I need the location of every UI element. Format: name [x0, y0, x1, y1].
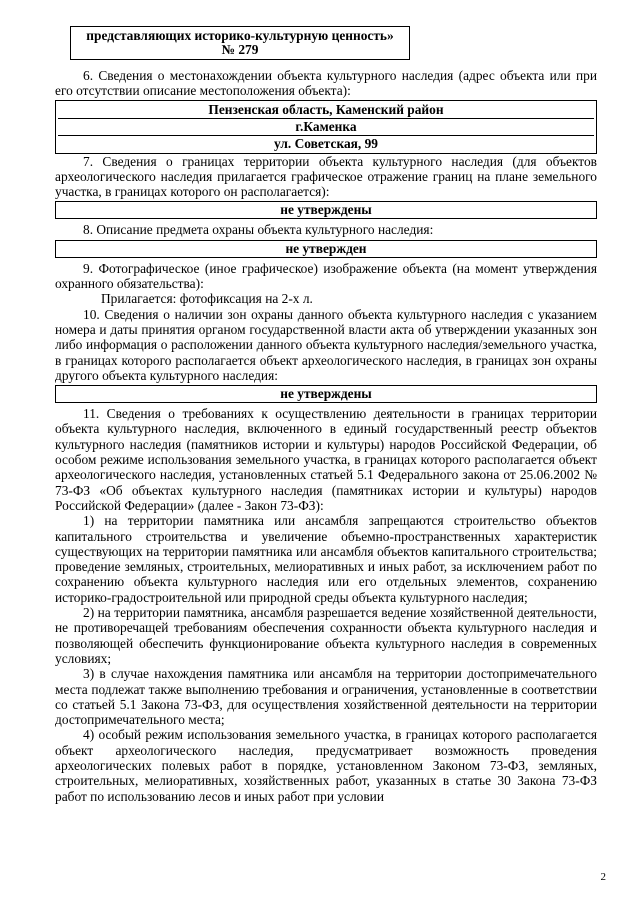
- address-city: г.Каменка: [58, 118, 594, 135]
- item-11-sub-2: 2) на территории памятника, ансамбля разрешается ведение хозяйственной деятельности, не противоречащей требованиям обеспечения сохранности объекта культурного наследия и позволяющей обеспечить функционирование объекта культурного наследия в современных условиях;: [55, 605, 597, 666]
- item-9-attachment: Прилагается: фотофиксация на 2-х л.: [101, 291, 313, 307]
- address-box: [55, 100, 597, 154]
- item-7-text: 7. Сведения о границах территории объекта культурного наследия (для объектов археологического наследия прилагается графическое отражение границ на плане земельного участка, в границах которого он располагается):: [55, 153, 597, 200]
- document-body: [55, 26, 597, 804]
- item-6-text: 6. Сведения о местонахождении объекта культурного наследия (адрес объекта или при его отсутствии описание местоположения объекта):: [55, 68, 597, 99]
- item-11-text: 11. Сведения о требованиях к осуществлению деятельности в границах территории объекта культурного наследия, включенного в единый государственный реестр объектов культурного наследия (памятников истории и культуры) народов Российской Федерации, об особом режиме использования земельного участка, в границах которого располагается объект археологического наследия, установленных статьей 5.1 Федерального закона от 25.06.2002 № 73-ФЗ «Об объектах культурного наследия (памятниках истории и культуры) народов Российской Федерации» (далее - Закон 73-ФЗ):: [55, 406, 597, 513]
- object-number: № 279: [221, 42, 259, 57]
- address-street: ул. Советская, 99: [58, 135, 594, 152]
- item-11-sub-1: 1) на территории памятника или ансамбля запрещаются строительство объектов капитального строительства и увеличение объемно-пространственных характеристик существующих на территории памятника или ансамбля объектов капитального строительства; проведение земляных, строительных, мелиоративных и иных работ, за исключением работ по сохранению объекта культурного наследия или его отдельных элементов, сохранению историко-градостроительной или природной среды объекта культурного наследия;: [55, 513, 597, 605]
- item-8-text: 8. Описание предмета охраны объекта культурного наследия:: [83, 222, 434, 238]
- item-10-text: 10. Сведения о наличии зон охраны данного объекта культурного наследия с указанием номера и даты принятия органом государственной власти акта об утверждении указанных зон либо информация о расположении данного объекта культурного наследия/земельного участка, в границах которого располагается объект археологического наследия, в границах зон охраны другого объекта культурного наследия:: [55, 306, 597, 383]
- item-7-status-box: не утверждены: [55, 201, 597, 219]
- item-9-text: 9. Фотографическое (иное графическое) изображение объекта (на момент утверждения охранного обязательства):: [55, 260, 597, 292]
- item-11-sub-3: 3) в случае нахождения памятника или ансамбля на территории достопримечательного места подлежат также выполнению требования и ограничения, установленные в соответствии со статьей 5.1 Закона 73-ФЗ, для осуществления хозяйственной деятельности на территории достопримечательного места;: [55, 666, 597, 728]
- address-region: Пензенская область, Каменский район: [208, 101, 444, 117]
- item-8-status-box: не утвержден: [55, 240, 597, 258]
- item-10-status-box: не утверждены: [55, 385, 597, 403]
- object-name-line: представляющих историко-культурную ценность»: [86, 28, 394, 43]
- page-number: 2: [600, 871, 606, 883]
- item-11-sub-4: 4) особый режим использования земельного участка, в границах которого располагается объект археологического наследия, предусматривает возможность проведения археологических полевых работ в порядке, установленном Законом 73-ФЗ, земляных, строительных, мелиоративных, хозяйственных работ, указанных в статье 30 Закона 73-ФЗ работ по использованию лесов и иных работ при условии: [55, 727, 597, 804]
- object-name-box: [70, 26, 410, 60]
